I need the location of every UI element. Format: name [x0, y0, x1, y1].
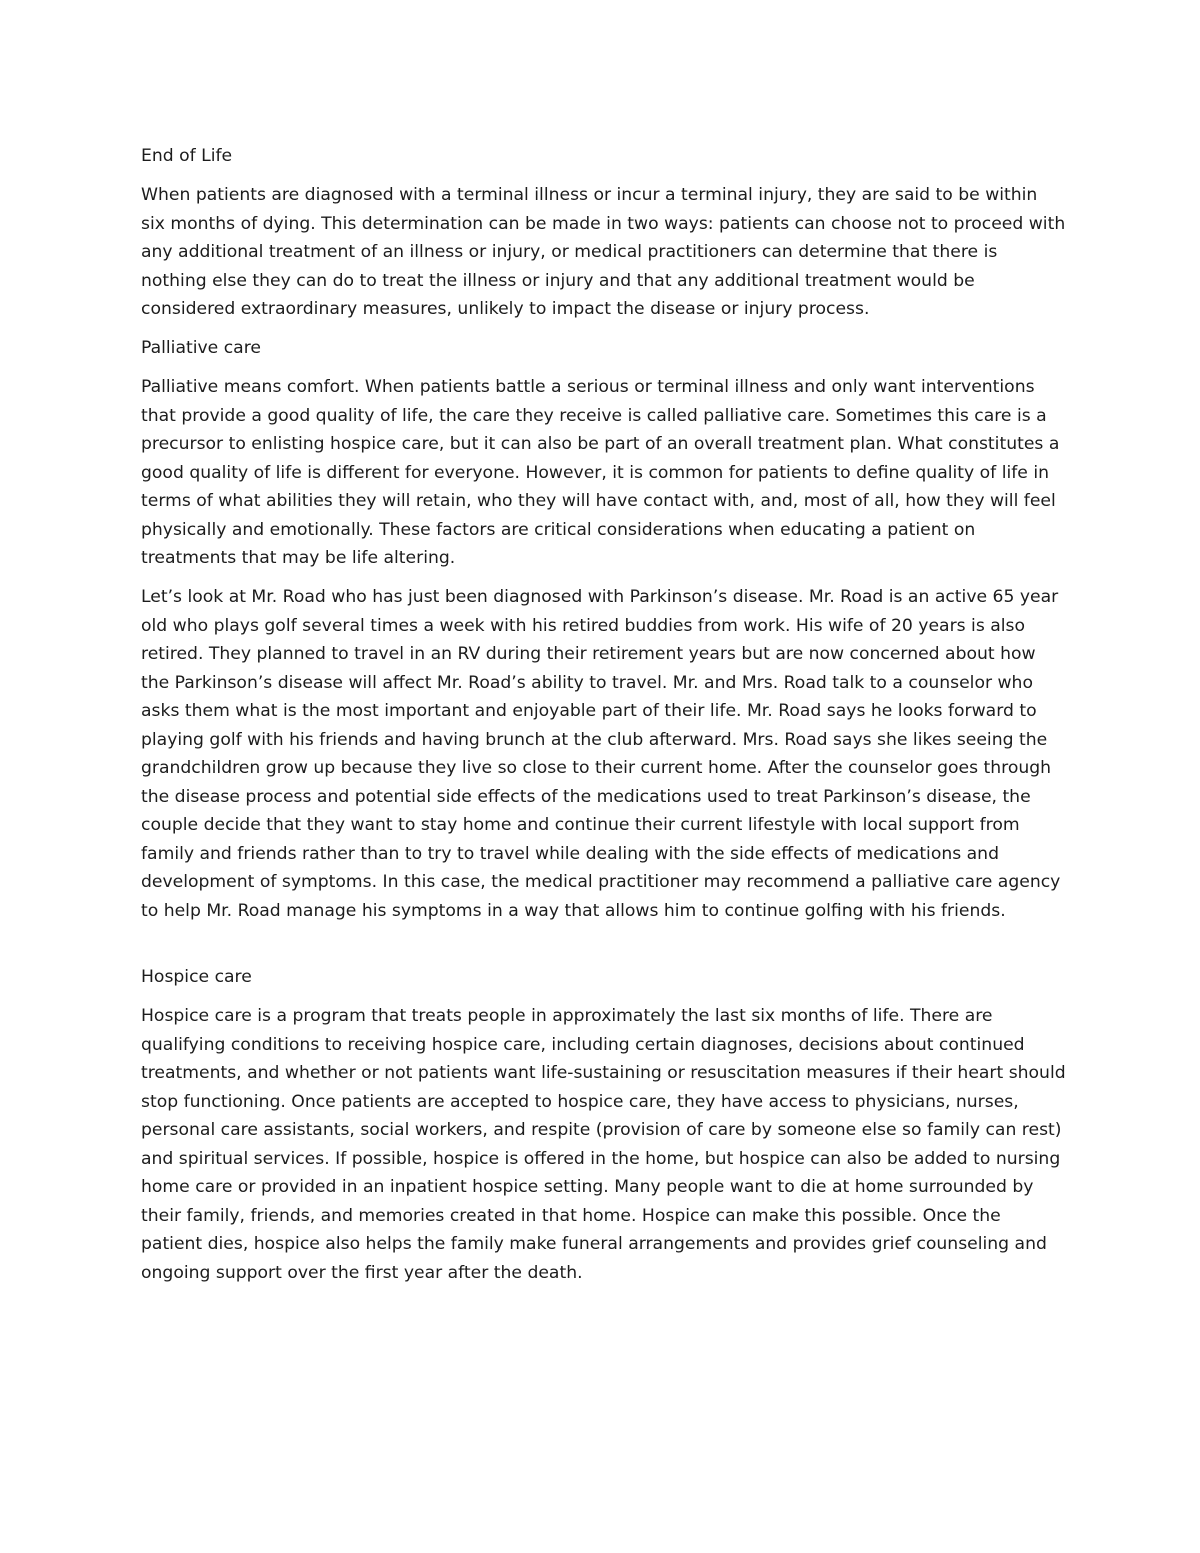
document-body: [141, 142, 1066, 1298]
hospice-care-heading: Hospice care: [141, 967, 252, 987]
hospice-care-paragraph: Hospice care is a program that treats people in approximately the last six months of life. There are qualifying conditions to receiving hospice care, including certain diagnoses, decisions about continued treatments, and whether or not patients want life-sustaining or resuscitation measures if their heart should stop functioning. Once patients are accepted to hospice care, they have access to physicians, nurses, personal care assistants, social workers, and respite (provision of care by someone else so family can rest) and spiritual services. If possible, hospice is offered in the home, but hospice can also be added to nursing home care or provided in an inpatient hospice setting. Many people want to die at home surrounded by their family, friends, and memories created in that home. Hospice can make this possible. Once the patient dies, hospice also helps the family make funeral arrangements and provides grief counseling and ongoing support over the first year after the death.: [141, 1006, 1066, 1283]
palliative-care-heading: Palliative care: [141, 338, 261, 358]
document-title: End of Life: [141, 146, 233, 166]
intro-paragraph: When patients are diagnosed with a terminal illness or incur a terminal injury, they are said to be within six months of dying. This determination can be made in two ways: patients can choose not to proceed with any additional treatment of an illness or injury, or medical practitioners can determine that there is nothing else they can do to treat the illness or injury and that any additional treatment would be considered extraordinary measures, unlikely to impact the disease or injury process.: [141, 185, 1066, 319]
mr-road-case-paragraph: Let’s look at Mr. Road who has just been diagnosed with Parkinson’s disease. Mr. Road is an active 65 year old who plays golf several times a week with his retired buddies from work. His wife of 20 years is also retired. They planned to travel in an RV during their retirement years but are now concerned about how the Parkinson’s disease will affect Mr. Road’s ability to travel. Mr. and Mrs. Road talk to a counselor who asks them what is the most important and enjoyable part of their life. Mr. Road says he looks forward to playing golf with his friends and having brunch at the club afterward. Mrs. Road says she likes seeing the grandchildren grow up because they live so close to their current home. After the counselor goes through the disease process and potential side effects of the medications used to treat Parkinson’s disease, the couple decide that they want to stay home and continue their current lifestyle with local support from family and friends rather than to try to travel while dealing with the side effects of medications and development of symptoms. In this case, the medical practitioner may recommend a palliative care agency to help Mr. Road manage his symptoms in a way that allows him to continue golfing with his friends.: [141, 587, 1061, 921]
palliative-care-paragraph: Palliative means comfort. When patients battle a serious or terminal illness and only want interventions that provide a good quality of life, the care they receive is called palliative care. Sometimes this care is a precursor to enlisting hospice care, but it can also be part of an overall treatment plan. What constitutes a good quality of life is different for everyone. However, it is common for patients to define quality of life in terms of what abilities they will retain, who they will have contact with, and, most of all, how they will feel physically and emotionally. These factors are critical considerations when educating a patient on treatments that may be life altering.: [141, 377, 1060, 568]
